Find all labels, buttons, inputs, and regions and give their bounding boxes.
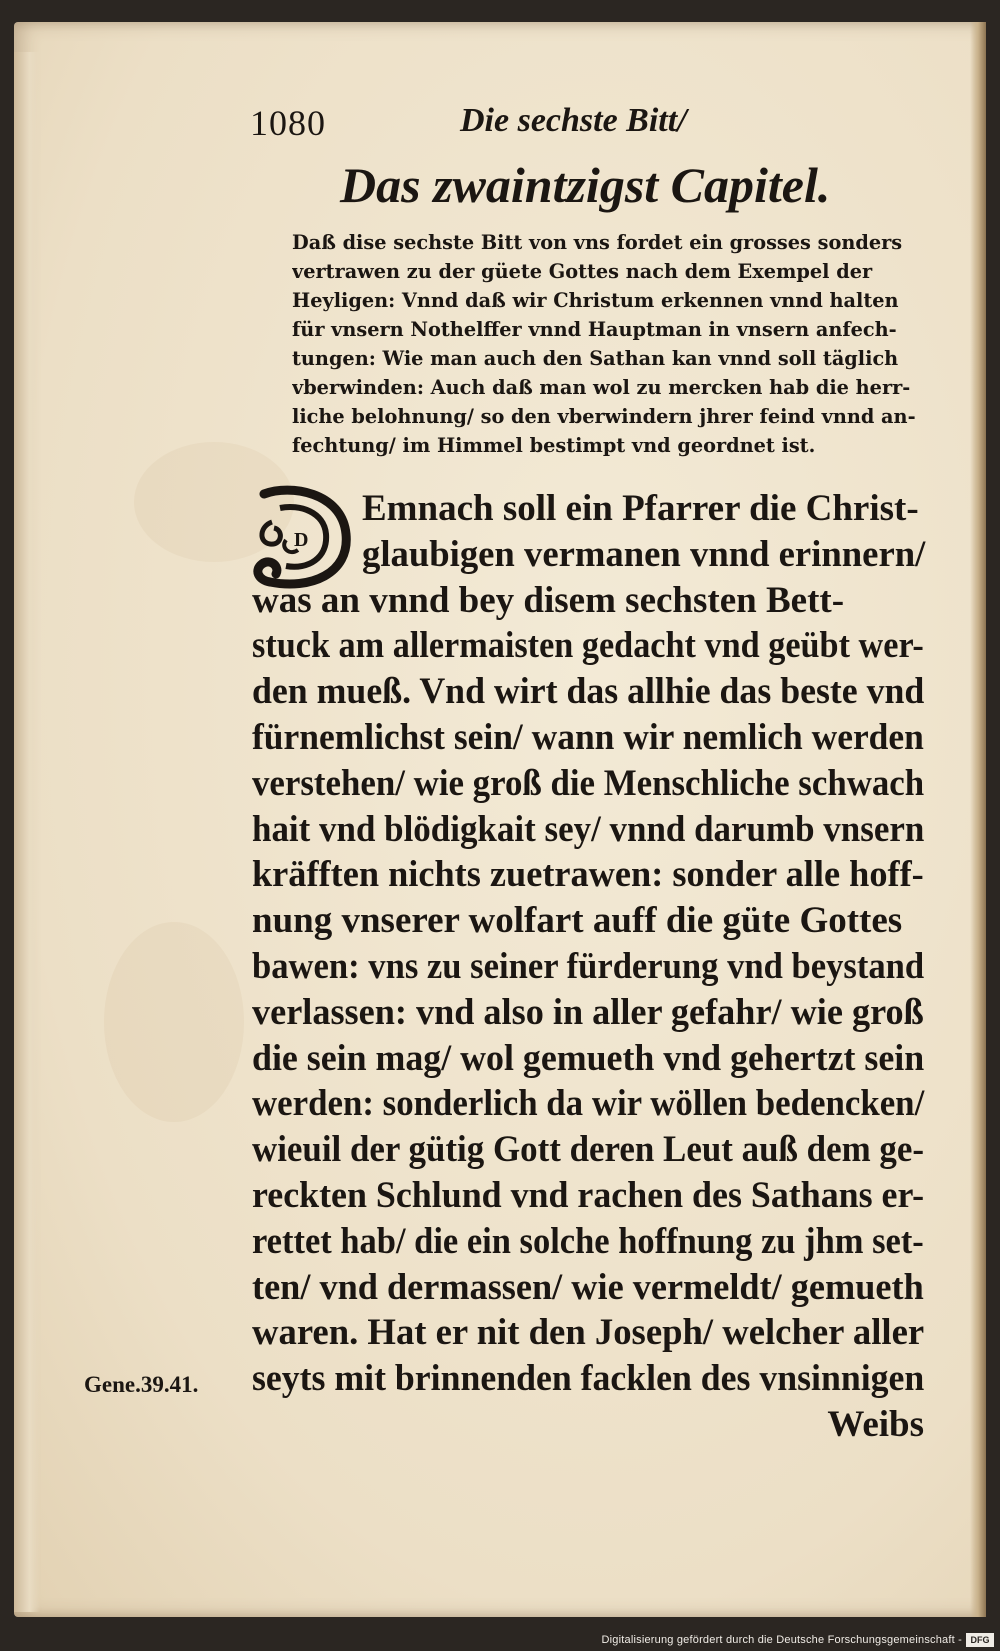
- summary-line: Daß dise sechste Bitt von vns fordet ein grosses sonders: [292, 231, 903, 254]
- body-line: waren. Hat er nit den Joseph/ welcher aller: [252, 1312, 925, 1354]
- body-line: nung vnserer wolfart auff die güte Gottes: [252, 900, 903, 942]
- footer-bar: [0, 1625, 1000, 1651]
- page-gutter-shadow: [14, 52, 40, 1612]
- page-header: [250, 102, 750, 146]
- body-line: verstehen/ wie groß die Menschliche schwach: [252, 762, 925, 804]
- body-line: hait vnd blödigkait sey/ vnnd darumb vnsern: [252, 808, 925, 850]
- body-text: [252, 486, 924, 1448]
- body-line: verlassen: vnd also in aller gefahr/ wie groß: [252, 991, 924, 1033]
- summary-line: für vnsern Nothelffer vnnd Hauptman in vnsern anfech-: [292, 318, 897, 341]
- body-line: seyts mit brinnenden facklen des vnsinnigen: [252, 1358, 925, 1400]
- body-line: was an vnnd bey disem sechsten Bett-: [252, 579, 845, 621]
- body-line: die sein mag/ wol gemueth vnd gehertzt sein: [252, 1037, 925, 1079]
- running-head: Die sechste Bitt/: [460, 102, 687, 139]
- body-line: bawen: vns zu seiner fürderung vnd beystand: [252, 945, 925, 987]
- body-line: kräfften nichts zuetrawen: sonder alle hoff-: [252, 854, 924, 896]
- summary-line: tungen: Wie man auch den Sathan kan vnnd soll täglich: [292, 347, 899, 370]
- margin-note: Gene.39.41.: [84, 1372, 199, 1397]
- body-line: stuck am allermaisten gedacht vnd geübt wer-: [252, 625, 924, 667]
- body-line: wieuil der gütig Gott deren Leut auß dem ge-: [252, 1129, 925, 1171]
- summary-line: vertrawen zu der güete Gottes nach dem Exempel der: [292, 260, 873, 283]
- drop-cap-letter: D: [294, 529, 309, 551]
- body-line: glaubigen vermanen vnnd erinnern/: [362, 533, 926, 575]
- body-line: rettet hab/ die ein solche hoffnung zu jhm set-: [252, 1220, 924, 1262]
- body-line: fürnemlichst sein/ wann wir nemlich werden: [252, 716, 924, 758]
- catchword: Weibs: [827, 1403, 924, 1445]
- summary-line: vberwinden: Auch daß man wol zu mercken hab die herr-: [292, 376, 911, 399]
- body-line: ten/ vnd dermassen/ wie vermeldt/ gemueth: [252, 1266, 924, 1308]
- body-line: den mueß. Vnd wirt das allhie das beste vnd: [252, 671, 925, 713]
- summary-line: Heyligen: Vnnd daß wir Christum erkennen vnnd halten: [292, 289, 899, 312]
- paper-stain: [104, 922, 244, 1122]
- summary-line: liche belohnung/ so den vberwindern jhrer feind vnnd an-: [292, 405, 916, 428]
- summary-line: fechtung/ im Himmel bestimpt vnd geordnet ist.: [292, 434, 816, 457]
- body-line: Emnach soll ein Pfarrer die Christ-: [362, 488, 919, 529]
- page-number: 1080: [250, 103, 326, 143]
- body-line: reckten Schlund vnd rachen des Sathans er-: [252, 1174, 925, 1216]
- page-edge-shadow: [970, 22, 986, 1617]
- dfg-logo: DFG: [966, 1633, 994, 1647]
- chapter-title: Das zwaintzigst Capitel.: [340, 157, 831, 213]
- footer-credit: Digitalisierung gefördert durch die Deutsche Forschungsgemeinschaft -: [601, 1634, 962, 1646]
- chapter-summary: [292, 228, 920, 460]
- body-line: werden: sonderlich da wir wöllen bedencken/: [252, 1083, 925, 1125]
